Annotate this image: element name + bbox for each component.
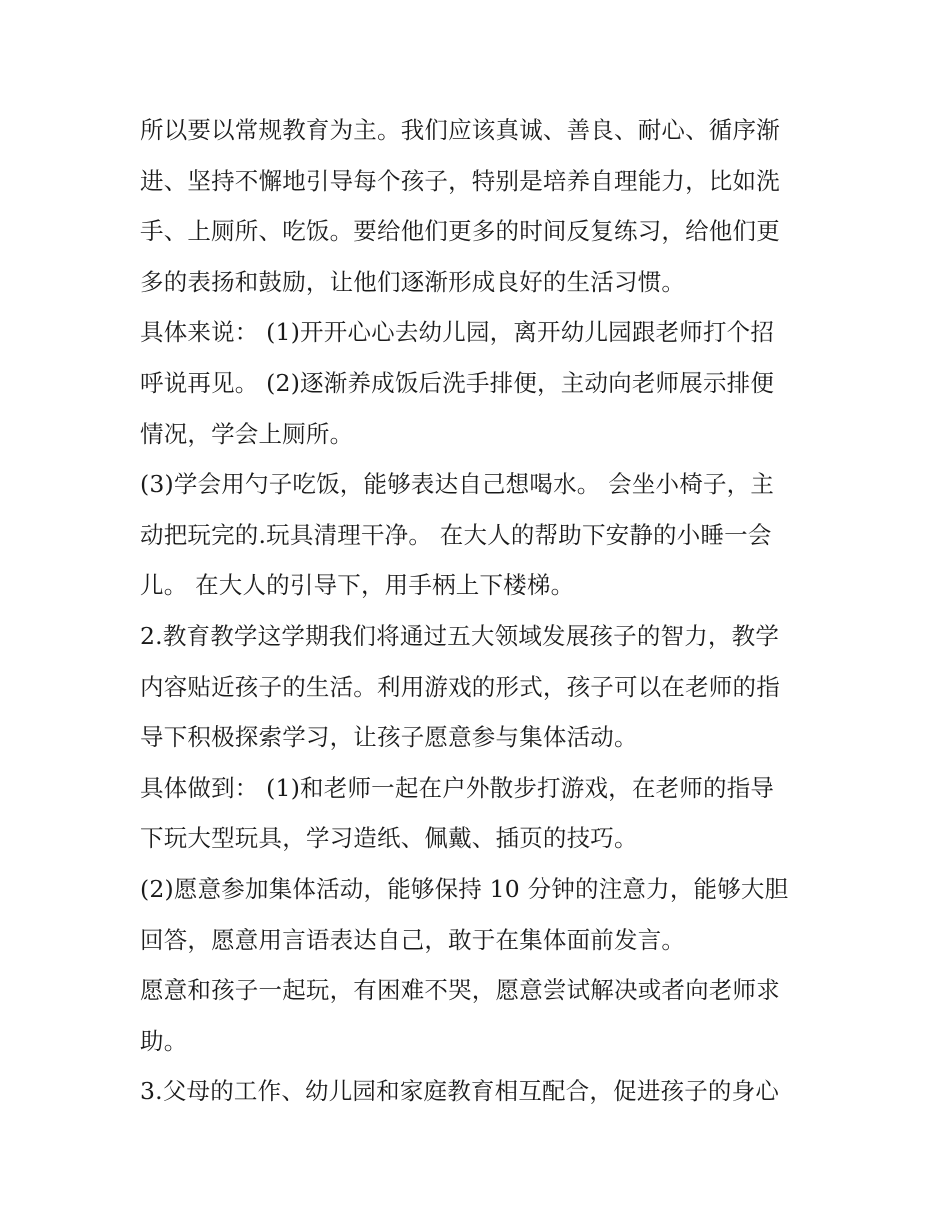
text-line: 呼说再见。 (2)逐渐养成饭后洗手排便，主动向老师展示排便 bbox=[140, 368, 775, 397]
text-line: 3.父母的工作、幼儿园和家庭教育相互配合，促进孩子的身心 bbox=[140, 1077, 780, 1106]
text-line: 具体来说： (1)开开心心去幼儿园，离开幼儿园跟老师打个招 bbox=[140, 318, 775, 347]
text-line: 动把玩完的.玩具清理干净。 在大人的帮助下安静的小睡一会 bbox=[140, 520, 772, 549]
text-line: 进、坚持不懈地引导每个孩子，特别是培养自理能力，比如洗 bbox=[140, 166, 780, 195]
text-line: 下玩大型玩具，学习造纸、佩戴、插页的技巧。 bbox=[140, 824, 638, 853]
text-line: 2.教育教学这学期我们将通过五大领域发展孩子的智力，教学 bbox=[140, 621, 780, 650]
text-line: 手、上厕所、吃饭。要给他们更多的时间反复练习，给他们更 bbox=[140, 217, 780, 246]
text-line: 多的表扬和鼓励，让他们逐渐形成良好的生活习惯。 bbox=[140, 267, 686, 296]
text-line: (2)愿意参加集体活动，能够保持 10 分钟的注意力，能够大胆 bbox=[140, 874, 789, 903]
text-line: 情况，学会上厕所。 bbox=[140, 419, 354, 448]
text-line: (3)学会用勺子吃饭，能够表达自己想喝水。 会坐小椅子，主 bbox=[140, 470, 775, 499]
text-line: 内容贴近孩子的生活。利用游戏的形式，孩子可以在老师的指 bbox=[140, 672, 780, 701]
text-line: 具体做到： (1)和老师一起在户外散步打游戏，在老师的指导 bbox=[140, 773, 775, 802]
text-line: 回答，愿意用言语表达自己，敢于在集体面前发言。 bbox=[140, 925, 686, 954]
text-line: 儿。 在大人的引导下，用手柄上下楼梯。 bbox=[140, 571, 575, 600]
text-line: 助。 bbox=[140, 1026, 188, 1055]
text-line: 导下积极探索学习，让孩子愿意参与集体活动。 bbox=[140, 723, 638, 752]
text-line: 愿意和孩子一起玩，有困难不哭，愿意尝试解决或者向老师求 bbox=[140, 976, 780, 1005]
document-body bbox=[140, 105, 810, 1117]
text-line: 所以要以常规教育为主。我们应该真诚、善良、耐心、循序渐 bbox=[140, 116, 780, 144]
